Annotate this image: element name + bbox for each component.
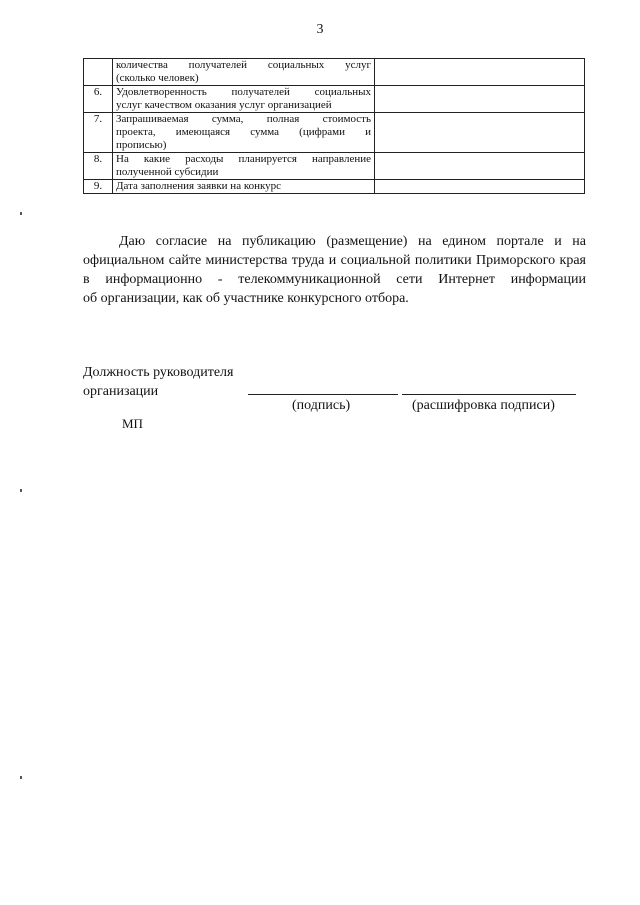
consent-paragraph [83, 232, 586, 308]
description-line: проекта, имеющаяся сумма (цифрами и [116, 126, 371, 138]
answer-cell[interactable] [375, 153, 585, 180]
margin-scan-mark [20, 489, 22, 492]
row-description [113, 59, 375, 86]
table-row [84, 86, 585, 113]
answer-cell[interactable] [375, 59, 585, 86]
row-description [113, 153, 375, 180]
table-row [84, 153, 585, 180]
consent-line: об организации, как об участнике конкурсного отбора. [83, 291, 409, 306]
row-number: 8. [84, 153, 113, 180]
signature-line [248, 394, 398, 395]
row-description [113, 86, 375, 113]
row-number: 6. [84, 86, 113, 113]
description-line: Запрашиваемая сумма, полная стоимость [116, 113, 371, 125]
position-line: организации [83, 384, 159, 399]
signature-caption: (подпись) [292, 398, 351, 413]
position-line: Должность руководителя [83, 365, 234, 380]
description-line: Дата заполнения заявки на конкурс [116, 180, 282, 192]
description-line: (сколько человек) [116, 72, 199, 84]
row-number [84, 59, 113, 86]
answer-cell[interactable] [375, 180, 585, 194]
margin-scan-mark [20, 776, 22, 779]
row-number: 7. [84, 113, 113, 153]
consent-line: Даю согласие на публикацию (размещение) на едином портале и на [119, 234, 586, 249]
description-line: количества получателей социальных услуг [116, 59, 371, 71]
answer-cell[interactable] [375, 113, 585, 153]
table-row [84, 180, 585, 194]
signature-decoding-line [402, 394, 576, 395]
table-row [84, 59, 585, 86]
application-form-table [83, 58, 585, 194]
consent-line: официальном сайте министерства труда и социальной политики Приморского края [83, 253, 586, 268]
answer-cell[interactable] [375, 86, 585, 113]
row-description [113, 180, 375, 194]
table-row [84, 113, 585, 153]
page-number: 3 [316, 22, 324, 37]
row-description [113, 113, 375, 153]
description-line: прописью) [116, 139, 167, 151]
margin-scan-mark [20, 212, 22, 215]
description-line: Удовлетворенность получателей социальных [116, 86, 371, 98]
row-number: 9. [84, 180, 113, 194]
description-line: услуг качеством оказания услуг организацией [116, 99, 332, 111]
description-line: полученной субсидии [116, 166, 219, 178]
manager-position-label [83, 363, 233, 401]
description-line: На какие расходы планируется направление [116, 153, 371, 165]
stamp-placeholder: МП [122, 416, 143, 431]
signature-decoding-caption: (расшифровка подписи) [412, 398, 555, 413]
consent-line: в информационно - телекоммуникационной сети Интернет информации [83, 272, 586, 287]
